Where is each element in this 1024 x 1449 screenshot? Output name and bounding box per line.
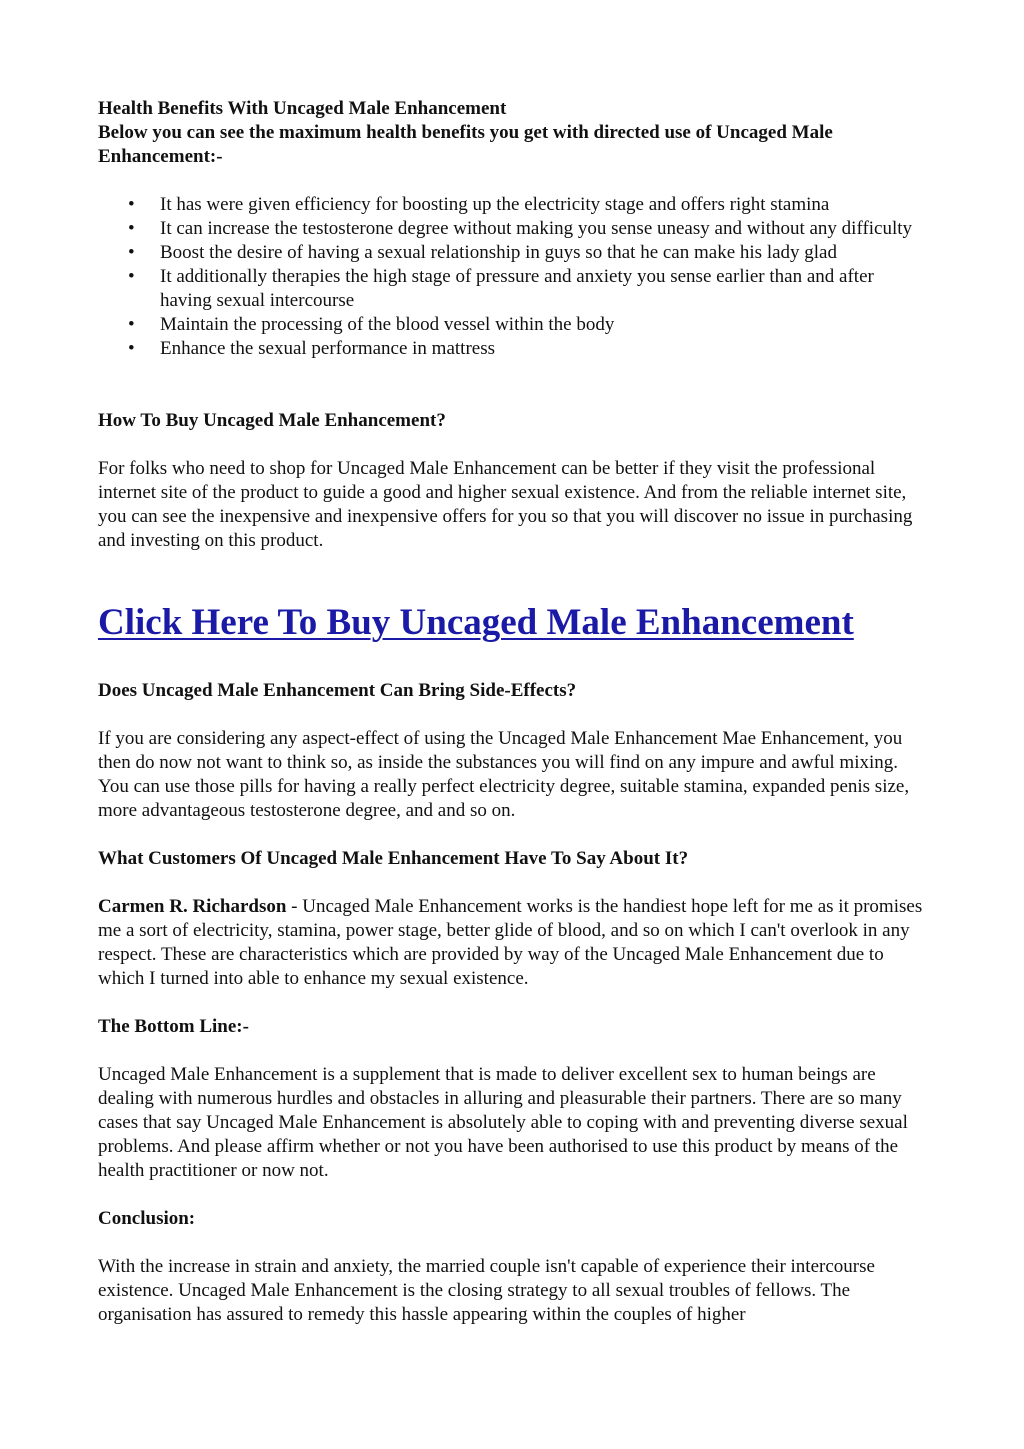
bottom-line-heading: The Bottom Line:- [98, 1016, 249, 1037]
list-item [98, 241, 928, 265]
health-benefits-intro: Below you can see the maximum health benefits you get with directed use of Uncaged Male Enhancement:- [98, 122, 833, 167]
customers-heading: What Customers Of Uncaged Male Enhancement Have To Say About It? [98, 848, 689, 869]
bullet-icon: • [128, 338, 135, 359]
conclusion-heading: Conclusion: [98, 1208, 196, 1229]
conclusion-body: With the increase in strain and anxiety, the married couple isn't capable of experience their intercourse existence. Uncaged Male Enhancement is the closing strategy to all sexual troubles of fellows. The organisation has assured to remedy this hassle appearing within the couples of higher [98, 1256, 875, 1325]
bullet-icon: • [128, 266, 135, 287]
review-text: - Uncaged Male Enhancement works is the handiest hope left for me as it promises me a sort of electricity, stamina, power stage, better glide of blood, and so on which I can't overlook in any respect. These are characteristics which are provided by way of the Uncaged Male Enhancement due to which I turned into able to enhance my sexual existence. [98, 896, 923, 989]
benefits-list [98, 193, 928, 361]
bullet-icon: • [128, 242, 135, 263]
side-effects-body: If you are considering any aspect-effect of using the Uncaged Male Enhancement Mae Enhancement, you then do now not want to think so, as inside the substances you will find on any impure and awful mixing. You can use those pills for having a really perfect electricity degree, suitable stamina, expanded penis size, more advantageous testosterone degree, and and so on. [98, 728, 910, 821]
how-to-buy-body: For folks who need to shop for Uncaged Male Enhancement can be better if they visit the professional internet site of the product to guide a good and higher sexual existence. And from the reliable internet site, you can see the inexpensive and inexpensive offers for you so that you will discover no issue in purchasing and investing on this product. [98, 458, 913, 551]
list-item [98, 313, 928, 337]
list-item-text: Boost the desire of having a sexual relationship in guys so that he can make his lady glad [160, 242, 837, 263]
list-item-text: Enhance the sexual performance in mattress [160, 338, 495, 359]
list-item [98, 217, 928, 241]
reviewer-name: Carmen R. Richardson [98, 896, 287, 917]
bottom-line-body: Uncaged Male Enhancement is a supplement that is made to deliver excellent sex to human beings are dealing with numerous hurdles and obstacles in alluring and pleasurable their partners. There are so many cases that say Uncaged Male Enhancement is absolutely able to coping with and preventing diverse sexual problems. And please affirm whether or not you have been authorised to use this product by means of the health practitioner or now not. [98, 1064, 908, 1181]
list-item-text: It has were given efficiency for boosting up the electricity stage and offers right stamina [160, 194, 830, 215]
list-item [98, 337, 928, 361]
side-effects-heading: Does Uncaged Male Enhancement Can Bring Side-Effects? [98, 680, 577, 701]
document-page [98, 97, 928, 1327]
list-item [98, 193, 928, 217]
list-item-text: Maintain the processing of the blood vessel within the body [160, 314, 615, 335]
bullet-icon: • [128, 314, 135, 335]
list-item-text: It additionally therapies the high stage of pressure and anxiety you sense earlier than and after having sexual intercourse [160, 266, 874, 311]
how-to-buy-heading: How To Buy Uncaged Male Enhancement? [98, 410, 446, 431]
bullet-icon: • [128, 194, 135, 215]
health-benefits-title: Health Benefits With Uncaged Male Enhancement [98, 98, 507, 119]
list-item [98, 265, 928, 313]
list-item-text: It can increase the testosterone degree without making you sense uneasy and without any difficulty [160, 218, 913, 239]
customer-review [98, 895, 928, 991]
buy-link[interactable]: Click Here To Buy Uncaged Male Enhancement [98, 602, 854, 643]
bullet-icon: • [128, 218, 135, 239]
